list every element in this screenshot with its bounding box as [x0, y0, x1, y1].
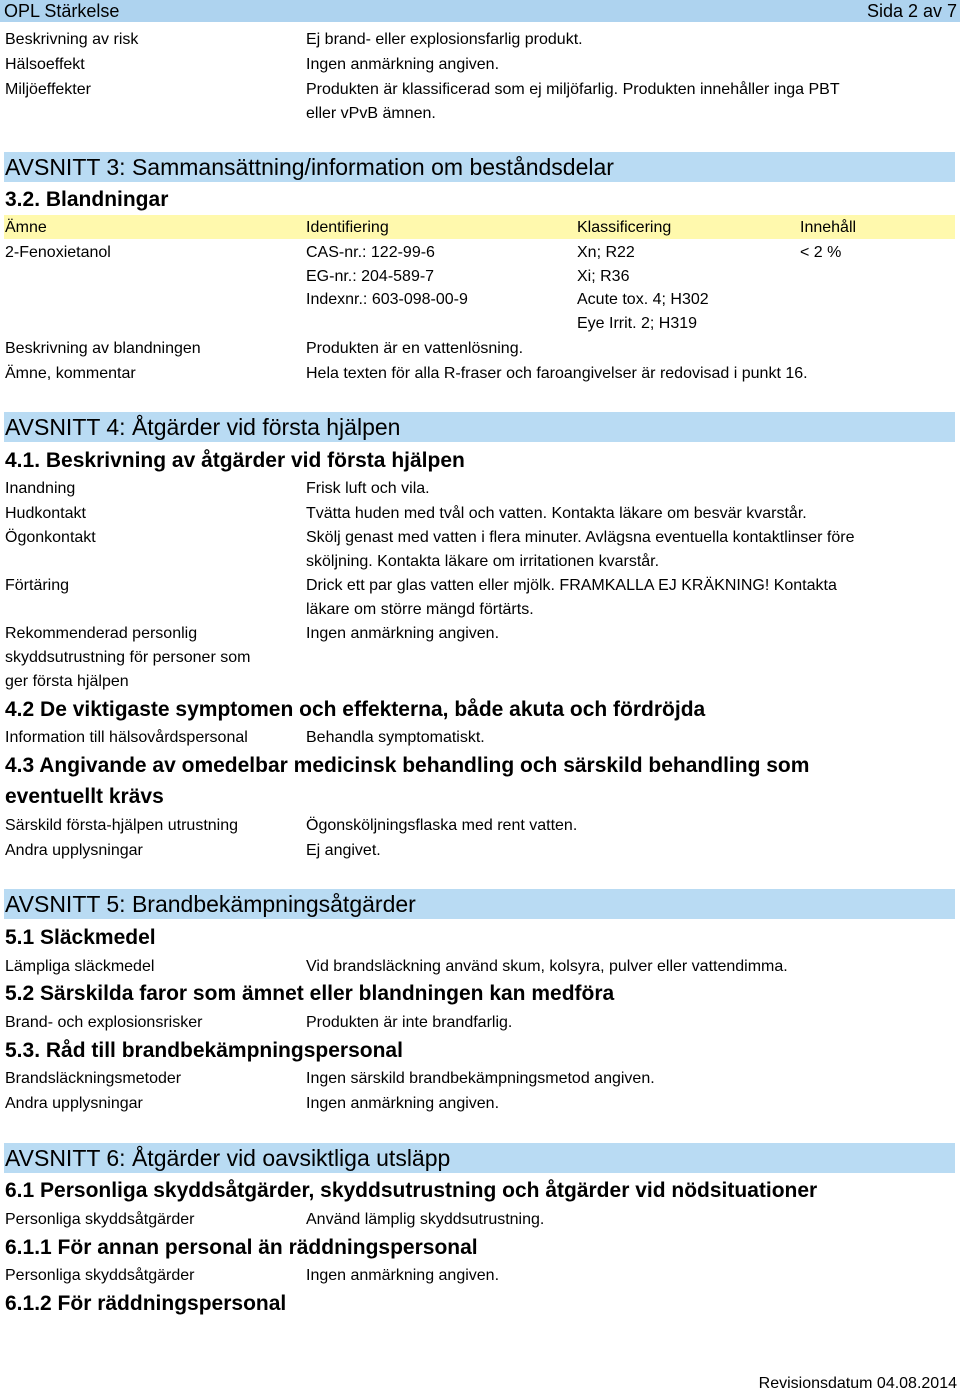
first-aid-value: sköljning. Kontakta läkare om irritationen kvarstår.	[306, 553, 660, 570]
subsection-6-1: 6.1 Personliga skyddsåtgärder, skyddsutrustning och åtgärder vid nödsituationer	[5, 1179, 818, 1202]
extinguishing-label: Lämpliga släckmedel	[5, 958, 155, 975]
subsection-4-2: 4.2 De viktigaste symptomen och effekterna, både akuta och fördröjda	[5, 698, 706, 721]
equipment-value: Ögonsköljningsflaska med rent vatten.	[306, 817, 578, 834]
environment-value-line: eller vPvB ämnen.	[306, 105, 436, 122]
first-aid-value: Tvätta huden med tvål och vatten. Kontakta läkare om besvär kvarstår.	[306, 505, 807, 522]
firefighting-method-value: Ingen särskild brandbekämpningsmetod angiven.	[306, 1070, 655, 1087]
health-value: Ingen anmärkning angiven.	[306, 56, 500, 73]
first-aid-label: Rekommenderad personlig	[5, 625, 198, 642]
substance-content: < 2 %	[800, 244, 842, 261]
column-header-substance: Ämne	[5, 219, 47, 236]
first-aid-label: Inandning	[5, 480, 76, 497]
classification-item: Acute tox. 4; H302	[577, 291, 709, 308]
classification-item: Xn; R22	[577, 244, 635, 261]
subsection-3-2: 3.2. Blandningar	[5, 188, 169, 211]
substance-name: 2-Fenoxietanol	[5, 244, 111, 261]
fire-risk-value: Produkten är inte brandfarlig.	[306, 1014, 513, 1031]
personal-protection-value: Ingen anmärkning angiven.	[306, 1267, 500, 1284]
page-header	[0, 0, 960, 22]
equipment-label: Särskild första-hjälpen utrustning	[5, 817, 239, 834]
page-number: Sida 2 av 7	[866, 1, 957, 21]
first-aid-value: Drick ett par glas vatten eller mjölk. FRAMKALLA EJ KRÄKNING! Kontakta	[306, 577, 837, 594]
substance-comment-value: Hela texten för alla R-fraser och faroangivelser är redovisad i punkt 16.	[306, 365, 808, 382]
health-label: Hälsoeffekt	[5, 56, 85, 73]
section-5-heading: AVSNITT 5: Brandbekämpningsåtgärder	[5, 891, 416, 917]
first-aid-label: Förtäring	[5, 577, 70, 594]
other-info-value: Ingen anmärkning angiven.	[306, 1095, 500, 1112]
identification-index: Indexnr.: 603-098-00-9	[306, 291, 468, 308]
health-personnel-value: Behandla symptomatiskt.	[306, 729, 485, 746]
personal-protection-value: Använd lämplig skyddsutrustning.	[306, 1211, 545, 1228]
first-aid-value: Skölj genast med vatten i flera minuter. Avlägsna eventuella kontaktlinser före	[306, 529, 855, 546]
classification-item: Eye Irrit. 2; H319	[577, 315, 698, 332]
first-aid-label: skyddsutrustning för personer som	[5, 649, 251, 666]
other-info-label: Andra upplysningar	[5, 1095, 143, 1112]
subsection-4-3-line: eventuellt krävs	[5, 785, 164, 808]
environment-value-line: Produkten är klassificerad som ej miljöfarlig. Produkten innehåller inga PBT	[306, 81, 840, 98]
subsection-6-1-1: 6.1.1 För annan personal än räddningspersonal	[5, 1236, 478, 1259]
health-personnel-label: Information till hälsovårdspersonal	[5, 729, 248, 746]
mixture-description-label: Beskrivning av blandningen	[5, 340, 201, 357]
column-header-classification: Klassificering	[577, 219, 672, 236]
identification-eg: EG-nr.: 204-589-7	[306, 268, 435, 285]
subsection-6-1-2: 6.1.2 För räddningspersonal	[5, 1292, 287, 1315]
revision-date: Revisionsdatum 04.08.2014	[758, 1375, 957, 1392]
first-aid-label: ger första hjälpen	[5, 673, 129, 690]
first-aid-value: läkare om större mängd förtärts.	[306, 601, 534, 618]
first-aid-label: Hudkontakt	[5, 505, 86, 522]
section-3-heading: AVSNITT 3: Sammansättning/information om beståndsdelar	[5, 154, 614, 180]
other-info-value: Ej angivet.	[306, 842, 381, 859]
document-title: OPL Stärkelse	[4, 1, 120, 21]
fire-risk-label: Brand- och explosionsrisker	[5, 1014, 203, 1031]
risk-label: Beskrivning av risk	[5, 31, 139, 48]
extinguishing-value: Vid brandsläckning använd skum, kolsyra, pulver eller vattendimma.	[306, 958, 788, 975]
subsection-5-3: 5.3. Råd till brandbekämpningspersonal	[5, 1039, 403, 1062]
section-6-heading: AVSNITT 6: Åtgärder vid oavsiktliga utsläpp	[5, 1145, 451, 1171]
firefighting-method-label: Brandsläckningsmetoder	[5, 1070, 182, 1087]
section-4-heading: AVSNITT 4: Åtgärder vid första hjälpen	[5, 414, 401, 440]
subsection-5-1: 5.1 Släckmedel	[5, 926, 156, 949]
mixture-description-value: Produkten är en vattenlösning.	[306, 340, 524, 357]
subsection-5-2: 5.2 Särskilda faror som ämnet eller blandningen kan medföra	[5, 982, 615, 1005]
first-aid-label: Ögonkontakt	[5, 529, 96, 546]
first-aid-value: Ingen anmärkning angiven.	[306, 625, 500, 642]
subsection-4-1: 4.1. Beskrivning av åtgärder vid första hjälpen	[5, 449, 465, 472]
substance-comment-label: Ämne, kommentar	[5, 365, 136, 382]
classification-item: Xi; R36	[577, 268, 630, 285]
risk-value: Ej brand- eller explosionsfarlig produkt.	[306, 31, 583, 48]
personal-protection-label: Personliga skyddsåtgärder	[5, 1211, 195, 1228]
identification-cas: CAS-nr.: 122-99-6	[306, 244, 435, 261]
column-header-identification: Identifiering	[306, 219, 389, 236]
column-header-content: Innehåll	[800, 219, 857, 236]
environment-label: Miljöeffekter	[5, 81, 91, 98]
first-aid-value: Frisk luft och vila.	[306, 480, 430, 497]
personal-protection-label: Personliga skyddsåtgärder	[5, 1267, 195, 1284]
other-info-label: Andra upplysningar	[5, 842, 143, 859]
subsection-4-3-line: 4.3 Angivande av omedelbar medicinsk behandling och särskild behandling som	[5, 754, 810, 777]
